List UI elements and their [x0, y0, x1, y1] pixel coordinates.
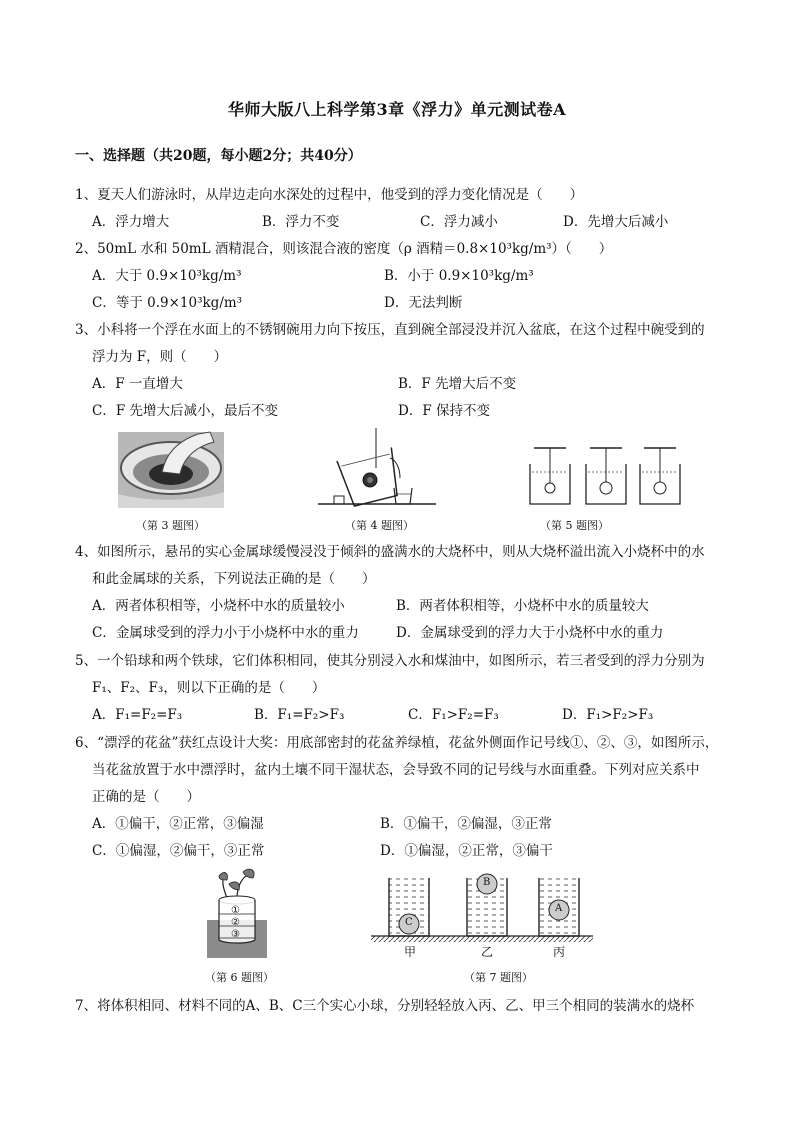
question-3-stem-line-1: 3、小科将一个浮在水面上的不锈钢碗用力向下按压，直到碗全部浸没并沉入盆底，在这个过程中碗受到的 [75, 322, 705, 338]
question-4-stem-line-2: 和此金属球的关系，下列说法正确的是（ ） [92, 571, 376, 587]
question-4-stem-line-1: 4、如图所示，悬吊的实心金属球缓慢浸没于倾斜的盛满水的大烧杯中，则从大烧杯溢出流入小烧杯中的水 [75, 544, 705, 560]
question-3-stem-line-2: 浮力为 F，则（ ） [92, 349, 228, 365]
figure-7-ball-a: A [555, 903, 563, 914]
figure-3-caption: （第 3 题图） [136, 519, 205, 532]
q1-option-d[interactable]: D．先增大后减小 [563, 214, 669, 230]
figure-7-caption: （第 7 题图） [464, 971, 533, 984]
q2-option-b[interactable]: B．小于 0.9×10³kg/m³ [384, 268, 534, 284]
question-5-stem-line-2: F₁、F₂、F₃，则以下正确的是（ ） [92, 680, 326, 696]
figure-6-caption: （第 6 题图） [205, 971, 274, 984]
figure-7-label-bing: 丙 [553, 945, 566, 959]
figure-7 [371, 870, 593, 960]
figure-3-photo [118, 432, 224, 508]
q1-option-c[interactable]: C．浮力减小 [420, 214, 498, 230]
q5-option-a[interactable]: A．F₁=F₂=F₃ [92, 707, 183, 723]
q6-option-d[interactable]: D．①偏湿，②正常，③偏干 [380, 843, 553, 859]
q1-option-a[interactable]: A．浮力增大 [92, 214, 170, 230]
q3-option-d[interactable]: D．F 保持不变 [398, 403, 490, 419]
q1-option-b[interactable]: B．浮力不变 [262, 214, 340, 230]
q2-option-a[interactable]: A．大于 0.9×10³kg/m³ [92, 268, 242, 284]
q5-option-d[interactable]: D．F₁>F₂>F₃ [562, 707, 654, 723]
figure-6-mark-1: ① [231, 905, 240, 916]
question-6-stem-line-2: 当花盆放置于水中漂浮时，盆内土壤不同干湿状态，会导致不同的记号线与水面重叠。下列对应关系中 [92, 762, 700, 778]
figure-4-caption: （第 4 题图） [345, 519, 414, 532]
q3-option-a[interactable]: A．F 一直增大 [92, 376, 183, 392]
section-heading: 一、选择题（共20题，每小题2分；共40分） [75, 148, 362, 164]
figure-7-ball-b: B [483, 877, 491, 888]
figure-6 [205, 868, 269, 958]
q6-option-b[interactable]: B．①偏干，②偏湿，③正常 [380, 816, 552, 832]
q5-option-b[interactable]: B．F₁=F₂>F₃ [254, 707, 345, 723]
figure-7-ball-c: C [405, 917, 413, 928]
page-title: 华师大版八上科学第3章《浮力》单元测试卷A [227, 100, 567, 119]
question-7-stem-line-1: 7、将体积相同、材料不同的A、B、C三个实心小球，分别轻轻放入丙、乙、甲三个相同的装满水的烧杯 [75, 998, 695, 1014]
question-6-stem-line-3: 正确的是（ ） [92, 789, 200, 805]
q6-option-c[interactable]: C．①偏湿，②偏干，③正常 [92, 843, 265, 859]
q5-option-c[interactable]: C．F₁>F₂=F₃ [408, 707, 499, 723]
q4-option-d[interactable]: D．金属球受到的浮力大于小烧杯中水的重力 [396, 625, 664, 641]
figure-7-label-jia: 甲 [404, 945, 417, 959]
q6-option-a[interactable]: A．①偏干，②正常，③偏湿 [92, 816, 264, 832]
q4-option-c[interactable]: C．金属球受到的浮力小于小烧杯中水的重力 [92, 625, 359, 641]
q3-option-c[interactable]: C．F 先增大后减小，最后不变 [92, 403, 278, 419]
q4-option-a[interactable]: A．两者体积相等，小烧杯中水的质量较小 [92, 598, 345, 614]
q4-option-b[interactable]: B．两者体积相等，小烧杯中水的质量较大 [396, 598, 649, 614]
figure-5-caption: （第 5 题图） [540, 519, 609, 532]
question-1-stem: 1、夏天人们游泳时，从岸边走向水深处的过程中，他受到的浮力变化情况是（ ） [75, 187, 584, 203]
figure-7-label-yi: 乙 [481, 945, 494, 959]
question-6-stem-line-1: 6、“漂浮的花盆”获红点设计大奖：用底部密封的花盆养绿植，花盆外侧面作记号线①、②、③，如图所示， [75, 735, 719, 751]
figure-6-mark-2: ② [231, 917, 240, 928]
question-5-stem-line-1: 5、一个铅球和两个铁球，它们体积相同，使其分别浸入水和煤油中，如图所示，若三者受到的浮力分别为 [75, 653, 705, 669]
figure-5-diagram [526, 446, 684, 508]
figure-6-mark-3: ③ [231, 929, 240, 940]
question-2-stem: 2、50mL 水和 50mL 酒精混合，则该混合液的密度（ρ 酒精＝0.8×10³kg/m³）（ ） [75, 241, 613, 257]
q2-option-c[interactable]: C．等于 0.9×10³kg/m³ [92, 295, 243, 311]
q2-option-d[interactable]: D．无法判断 [384, 295, 463, 311]
figure-4-diagram [318, 428, 436, 508]
q3-option-b[interactable]: B．F 先增大后不变 [398, 376, 517, 392]
